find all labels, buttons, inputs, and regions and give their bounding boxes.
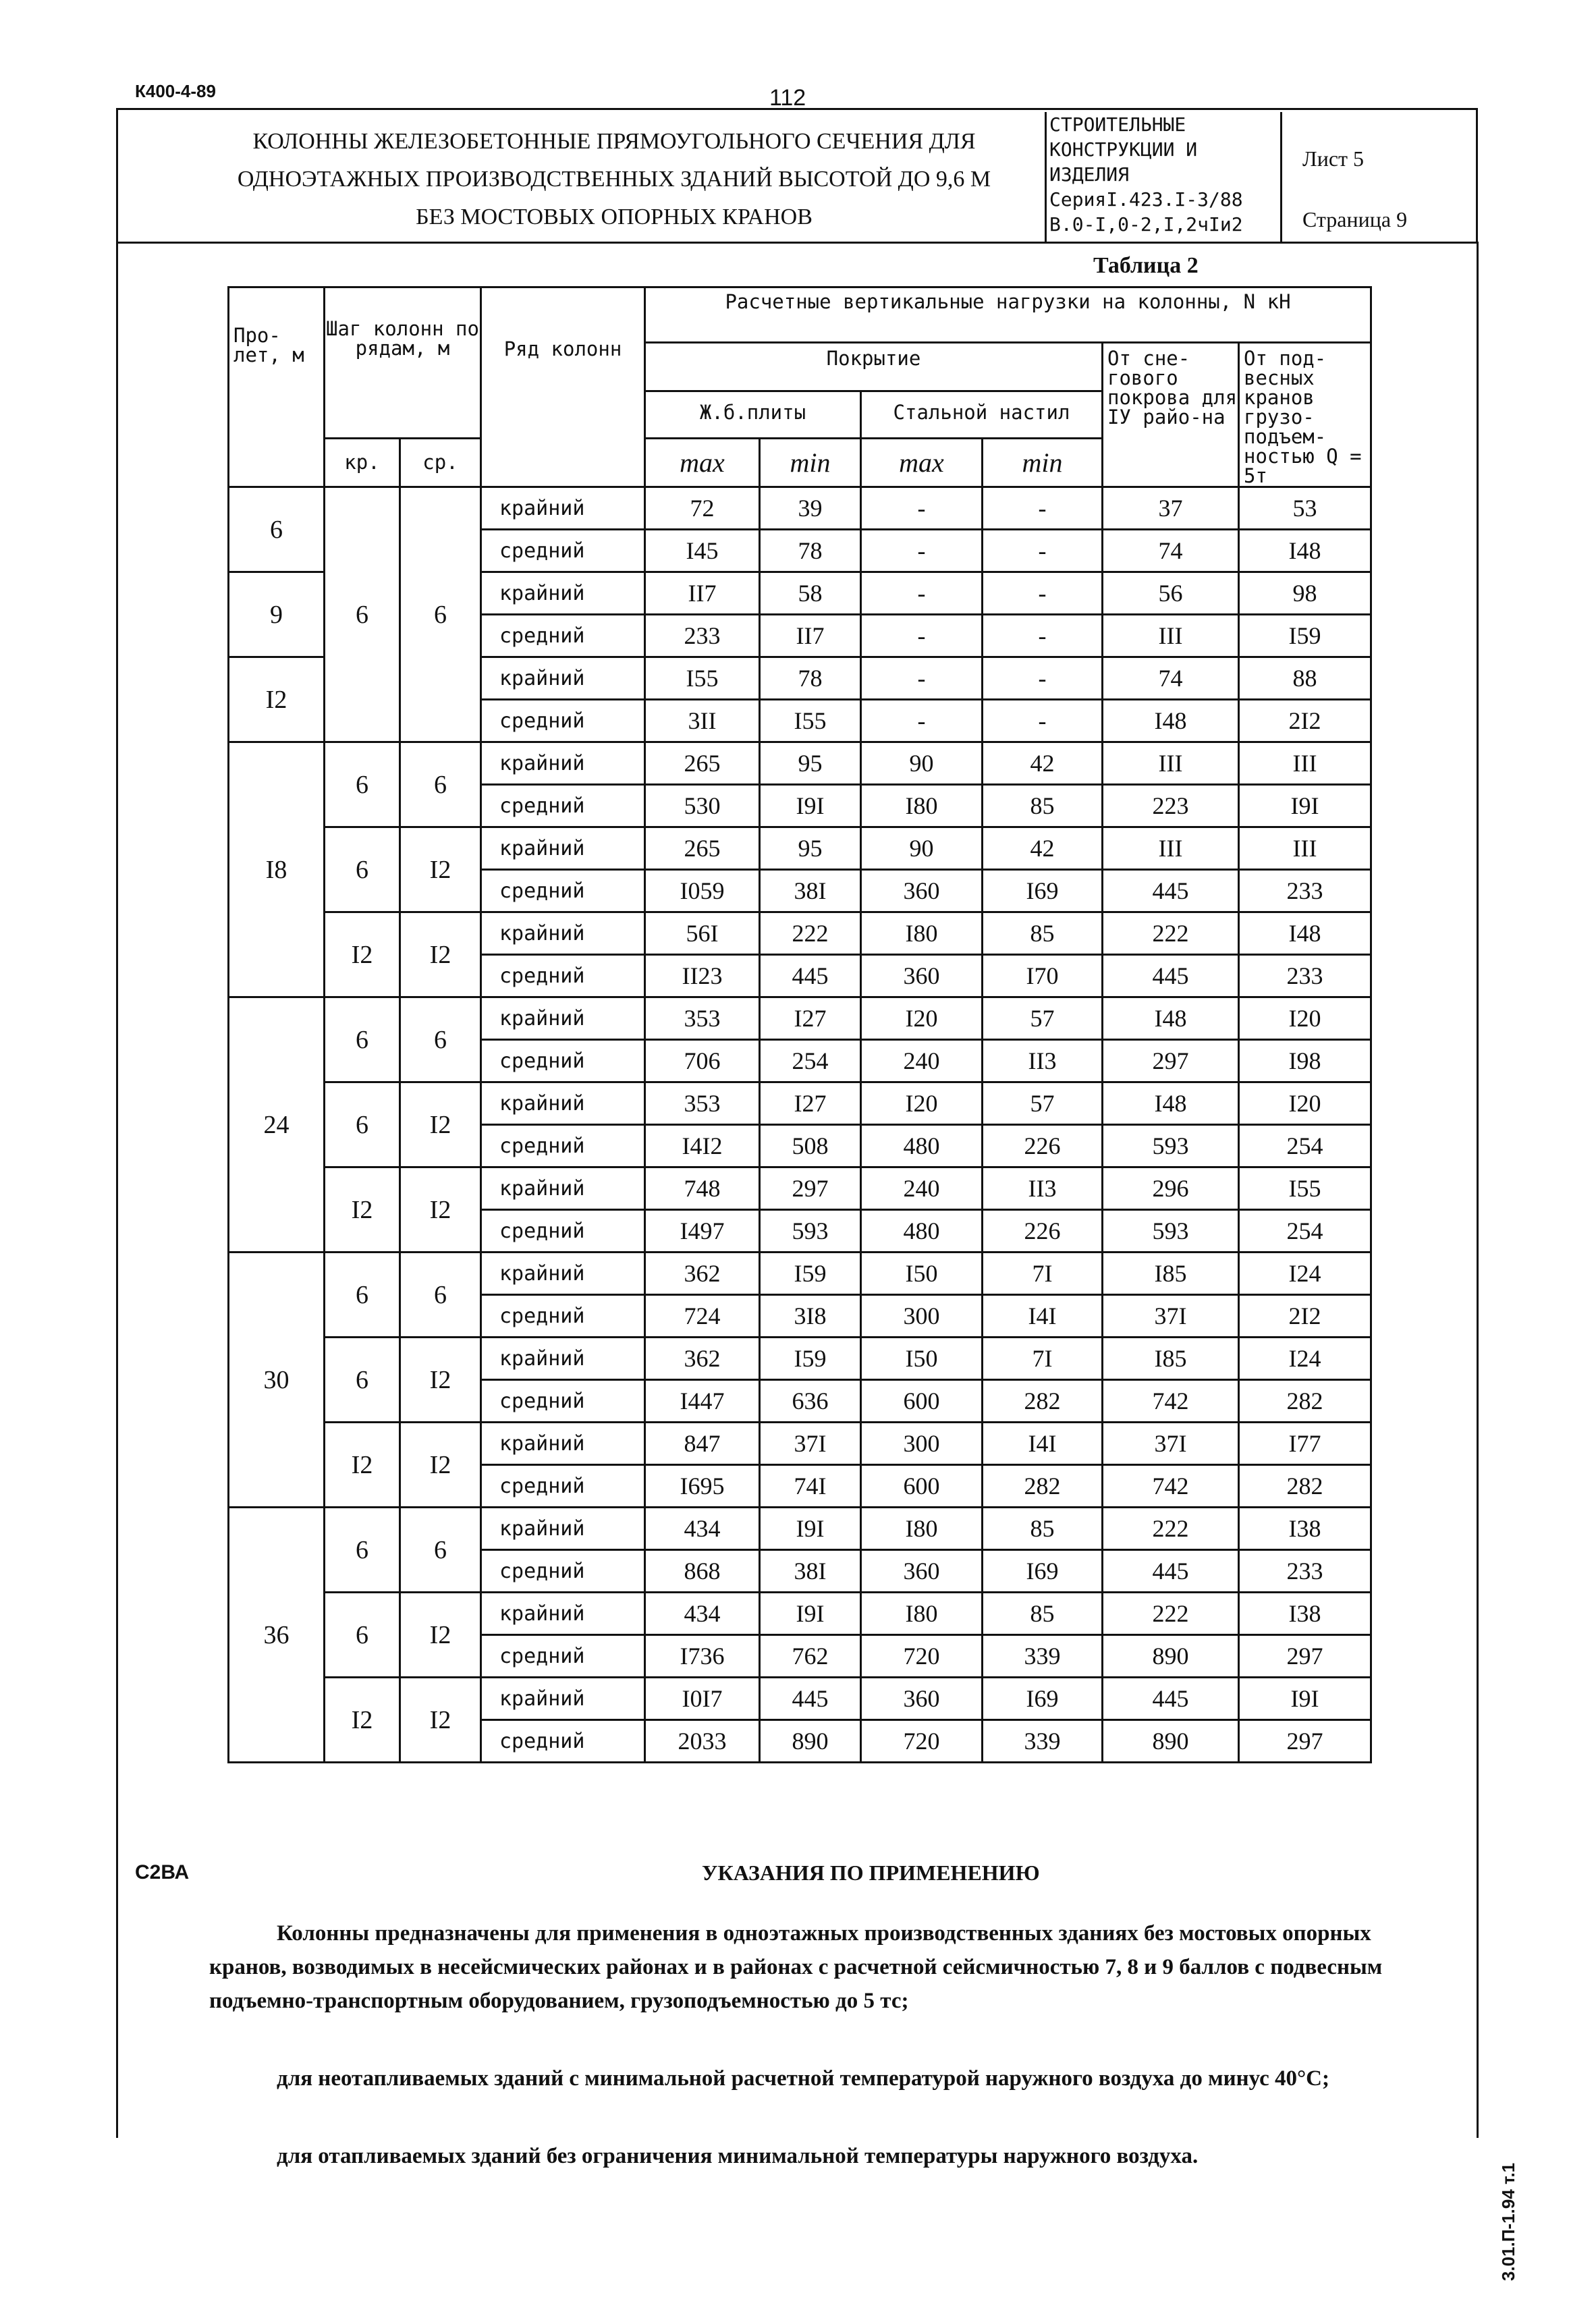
step-edge-cell: 6: [325, 1082, 400, 1167]
page-number: 112: [769, 85, 806, 111]
column-row-label: крайний: [481, 1082, 645, 1125]
header-rc-min: min: [760, 438, 861, 487]
table-row: [229, 1253, 1371, 1295]
step-middle-cell: I2: [400, 912, 481, 997]
steel-max-cell: I20: [861, 997, 983, 1040]
snow-load-cell: I48: [1103, 1082, 1239, 1125]
header-steel-min: min: [983, 438, 1103, 487]
steel-max-cell: I20: [861, 1082, 983, 1125]
step-middle-cell: I2: [400, 1338, 481, 1423]
column-row-label: средний: [481, 700, 645, 742]
note-paragraph-2: для неотапливаемых зданий с минимальной расчетной температурой наружного воздуха до минус 40°С;: [277, 2066, 1330, 2091]
header-step-edge: кр.: [325, 438, 400, 487]
steel-max-cell: 480: [861, 1125, 983, 1167]
rc-min-cell: 508: [760, 1125, 861, 1167]
step-middle-cell: I2: [400, 1423, 481, 1508]
table-row: [229, 487, 1371, 530]
snow-load-cell: 222: [1103, 912, 1239, 955]
crane-load-cell: I98: [1239, 1040, 1371, 1082]
header-step: Шаг колонн по рядам, м: [325, 287, 481, 439]
steel-max-cell: 600: [861, 1380, 983, 1423]
steel-max-cell: 360: [861, 1678, 983, 1720]
step-middle-cell: I2: [400, 1678, 481, 1763]
rc-min-cell: II7: [760, 615, 861, 657]
rc-max-cell: I497: [645, 1210, 760, 1253]
snow-load-cell: 37I: [1103, 1295, 1239, 1338]
series-line-3: ИЗДЕЛИЯ: [1049, 163, 1130, 186]
column-row-label: крайний: [481, 742, 645, 785]
page-border-left: [116, 242, 118, 2138]
column-row-label: средний: [481, 1040, 645, 1082]
column-row-label: крайний: [481, 1167, 645, 1210]
rc-min-cell: I27: [760, 997, 861, 1040]
crane-load-cell: 282: [1239, 1465, 1371, 1508]
rc-min-cell: I59: [760, 1253, 861, 1295]
rc-max-cell: 724: [645, 1295, 760, 1338]
snow-load-cell: 74: [1103, 530, 1239, 572]
steel-max-cell: -: [861, 572, 983, 615]
notes-title: УКАЗАНИЯ ПО ПРИМЕНЕНИЮ: [702, 1861, 1040, 1885]
column-row-label: средний: [481, 1720, 645, 1763]
steel-max-cell: I80: [861, 1508, 983, 1550]
snow-load-cell: 56: [1103, 572, 1239, 615]
step-edge-cell: 6: [325, 1253, 400, 1338]
rc-min-cell: I59: [760, 1338, 861, 1380]
rc-min-cell: 254: [760, 1040, 861, 1082]
header-steel-max: max: [861, 438, 983, 487]
rc-max-cell: I0I7: [645, 1678, 760, 1720]
steel-min-cell: I4I: [983, 1295, 1103, 1338]
step-middle-cell: 6: [400, 742, 481, 827]
rc-min-cell: 762: [760, 1635, 861, 1678]
rc-max-cell: II7: [645, 572, 760, 615]
rc-min-cell: 95: [760, 827, 861, 870]
crane-load-cell: 254: [1239, 1210, 1371, 1253]
snow-load-cell: III: [1103, 742, 1239, 785]
step-edge-cell: 6: [325, 827, 400, 912]
steel-min-cell: 7I: [983, 1338, 1103, 1380]
rc-max-cell: I45: [645, 530, 760, 572]
snow-load-cell: 445: [1103, 955, 1239, 997]
rc-min-cell: 78: [760, 657, 861, 700]
header-crane: От под-весных кранов грузо-подъем-ностью Q = 5т: [1239, 343, 1371, 487]
steel-max-cell: I50: [861, 1338, 983, 1380]
crane-load-cell: 53: [1239, 487, 1371, 530]
steel-max-cell: 240: [861, 1040, 983, 1082]
table-header: [229, 287, 1371, 487]
step-edge-cell: 6: [325, 487, 400, 742]
rc-min-cell: 636: [760, 1380, 861, 1423]
table-row: [229, 1423, 1371, 1465]
snow-load-cell: 445: [1103, 870, 1239, 912]
steel-min-cell: 226: [983, 1210, 1103, 1253]
header-snow: От сне-гового покрова для IУ райо-на: [1103, 343, 1239, 487]
snow-load-cell: III: [1103, 827, 1239, 870]
rc-min-cell: 445: [760, 1678, 861, 1720]
snow-load-cell: 890: [1103, 1635, 1239, 1678]
rc-max-cell: I4I2: [645, 1125, 760, 1167]
rc-max-cell: 706: [645, 1040, 760, 1082]
header-step-middle: ср.: [400, 438, 481, 487]
rc-max-cell: 233: [645, 615, 760, 657]
rc-max-cell: I695: [645, 1465, 760, 1508]
rc-min-cell: 890: [760, 1720, 861, 1763]
span-cell: 24: [229, 997, 325, 1253]
steel-max-cell: I80: [861, 912, 983, 955]
steel-min-cell: 7I: [983, 1253, 1103, 1295]
snow-load-cell: 890: [1103, 1720, 1239, 1763]
steel-max-cell: 600: [861, 1465, 983, 1508]
crane-load-cell: I59: [1239, 615, 1371, 657]
column-row-label: средний: [481, 1295, 645, 1338]
step-edge-cell: 6: [325, 1338, 400, 1423]
crane-load-cell: I24: [1239, 1338, 1371, 1380]
snow-load-cell: I85: [1103, 1338, 1239, 1380]
steel-max-cell: -: [861, 657, 983, 700]
column-row-label: средний: [481, 955, 645, 997]
snow-load-cell: 222: [1103, 1593, 1239, 1635]
step-edge-cell: 6: [325, 1508, 400, 1593]
step-middle-cell: 6: [400, 1253, 481, 1338]
series-line-4: СерияI.423.I-3/88: [1049, 188, 1243, 211]
rc-max-cell: 434: [645, 1508, 760, 1550]
rc-max-cell: 56I: [645, 912, 760, 955]
header-row: Ряд колонн: [481, 287, 645, 487]
table-row: [229, 1508, 1371, 1550]
steel-max-cell: 90: [861, 827, 983, 870]
column-row-label: крайний: [481, 912, 645, 955]
column-row-label: крайний: [481, 1508, 645, 1550]
column-row-label: крайний: [481, 827, 645, 870]
span-cell: 36: [229, 1508, 325, 1763]
column-row-label: средний: [481, 870, 645, 912]
column-row-label: средний: [481, 785, 645, 827]
table-body: [229, 487, 1371, 1763]
steel-min-cell: 42: [983, 742, 1103, 785]
snow-load-cell: I48: [1103, 997, 1239, 1040]
rc-min-cell: 3I8: [760, 1295, 861, 1338]
rc-min-cell: 78: [760, 530, 861, 572]
rc-min-cell: 222: [760, 912, 861, 955]
steel-max-cell: 720: [861, 1720, 983, 1763]
rc-max-cell: I447: [645, 1380, 760, 1423]
steel-min-cell: -: [983, 572, 1103, 615]
column-row-label: крайний: [481, 1423, 645, 1465]
snow-load-cell: 296: [1103, 1167, 1239, 1210]
step-edge-cell: I2: [325, 1678, 400, 1763]
crane-load-cell: I20: [1239, 1082, 1371, 1125]
column-row-label: крайний: [481, 997, 645, 1040]
document-title: [209, 123, 1019, 236]
snow-load-cell: III: [1103, 615, 1239, 657]
crane-load-cell: 297: [1239, 1635, 1371, 1678]
table-row: [229, 1167, 1371, 1210]
table-row: [229, 1082, 1371, 1125]
snow-load-cell: 74: [1103, 657, 1239, 700]
steel-min-cell: -: [983, 530, 1103, 572]
page-label: Страница 9: [1302, 207, 1408, 231]
rc-max-cell: 362: [645, 1338, 760, 1380]
rc-max-cell: II23: [645, 955, 760, 997]
rc-min-cell: I55: [760, 700, 861, 742]
rc-max-cell: I55: [645, 657, 760, 700]
snow-load-cell: 37: [1103, 487, 1239, 530]
rc-min-cell: 38I: [760, 1550, 861, 1593]
steel-min-cell: -: [983, 487, 1103, 530]
header-span: Про-лет, м: [229, 287, 325, 487]
column-row-label: средний: [481, 1380, 645, 1423]
series-line-2: КОНСТРУКЦИИ И: [1049, 138, 1198, 161]
steel-max-cell: 480: [861, 1210, 983, 1253]
steel-max-cell: -: [861, 530, 983, 572]
rc-min-cell: 593: [760, 1210, 861, 1253]
title-line-2: ОДНОЭТАЖНЫХ ПРОИЗВОДСТВЕННЫХ ЗДАНИЙ ВЫСОТОЙ ДО 9,6 М: [237, 167, 991, 192]
table-caption: Таблица 2: [1093, 253, 1199, 278]
steel-max-cell: 90: [861, 742, 983, 785]
note-paragraph-1: Колонны предназначены для применения в одноэтажных производственных зданиях без мостовых опорных кранов, возводимых в несейсмических районах и в районах с расчетной сейсмичностью 7, 8 и 9 баллов с подвесным подъемно-транспортным оборудованием, грузоподъемностью до 5 тс;: [209, 1921, 1383, 2013]
snow-load-cell: 593: [1103, 1210, 1239, 1253]
side-code: 3.01.П-1.94 т.1: [1498, 2162, 1518, 2281]
steel-min-cell: 57: [983, 997, 1103, 1040]
rc-min-cell: I9I: [760, 1593, 861, 1635]
crane-load-cell: 88: [1239, 657, 1371, 700]
steel-min-cell: I4I: [983, 1423, 1103, 1465]
column-row-label: крайний: [481, 572, 645, 615]
column-row-label: средний: [481, 1125, 645, 1167]
rc-max-cell: 265: [645, 827, 760, 870]
rc-max-cell: 265: [645, 742, 760, 785]
step-middle-cell: I2: [400, 827, 481, 912]
step-middle-cell: I2: [400, 1593, 481, 1678]
span-cell: 30: [229, 1253, 325, 1508]
rc-min-cell: I9I: [760, 785, 861, 827]
snow-load-cell: 445: [1103, 1678, 1239, 1720]
header-divider: [116, 242, 1478, 244]
rc-max-cell: 868: [645, 1550, 760, 1593]
rc-min-cell: 38I: [760, 870, 861, 912]
crane-load-cell: I48: [1239, 912, 1371, 955]
series-line-1: СТРОИТЕЛЬНЫЕ: [1049, 113, 1186, 136]
column-row-label: крайний: [481, 1678, 645, 1720]
rc-min-cell: 58: [760, 572, 861, 615]
rc-max-cell: 72: [645, 487, 760, 530]
crane-load-cell: 233: [1239, 870, 1371, 912]
step-middle-cell: 6: [400, 1508, 481, 1593]
steel-min-cell: 282: [983, 1465, 1103, 1508]
crane-load-cell: I38: [1239, 1593, 1371, 1635]
step-edge-cell: I2: [325, 1423, 400, 1508]
column-row-label: средний: [481, 1210, 645, 1253]
header-loads: Расчетные вертикальные нагрузки на колонны, N кН: [645, 287, 1371, 343]
steel-max-cell: -: [861, 700, 983, 742]
crane-load-cell: 297: [1239, 1720, 1371, 1763]
span-cell: 6: [229, 487, 325, 572]
column-row-label: средний: [481, 615, 645, 657]
snow-load-cell: I48: [1103, 700, 1239, 742]
series-block: [1045, 112, 1282, 243]
crane-load-cell: I38: [1239, 1508, 1371, 1550]
sheet-info: [1302, 128, 1407, 250]
page-border-right: [1477, 242, 1479, 2138]
steel-min-cell: 339: [983, 1635, 1103, 1678]
rc-min-cell: 39: [760, 487, 861, 530]
header-rc-max: max: [645, 438, 760, 487]
snow-load-cell: I85: [1103, 1253, 1239, 1295]
steel-min-cell: 226: [983, 1125, 1103, 1167]
sheet-label: Лист 5: [1302, 146, 1365, 171]
span-cell: I2: [229, 657, 325, 742]
header-steel-deck: Стальной настил: [861, 391, 1103, 439]
steel-max-cell: 300: [861, 1295, 983, 1338]
steel-min-cell: I70: [983, 955, 1103, 997]
snow-load-cell: 222: [1103, 1508, 1239, 1550]
rc-min-cell: I27: [760, 1082, 861, 1125]
rc-max-cell: 530: [645, 785, 760, 827]
header-rc-slabs: Ж.б.плиты: [645, 391, 861, 439]
steel-min-cell: 85: [983, 1593, 1103, 1635]
rc-max-cell: 847: [645, 1423, 760, 1465]
rc-min-cell: 297: [760, 1167, 861, 1210]
crane-load-cell: 2I2: [1239, 700, 1371, 742]
steel-max-cell: -: [861, 487, 983, 530]
snow-load-cell: 297: [1103, 1040, 1239, 1082]
steel-min-cell: 85: [983, 785, 1103, 827]
steel-max-cell: 360: [861, 955, 983, 997]
title-line-1: КОЛОННЫ ЖЕЛЕЗОБЕТОННЫЕ ПРЯМОУГОЛЬНОГО СЕЧЕНИЯ ДЛЯ: [252, 129, 976, 154]
crane-load-cell: I48: [1239, 530, 1371, 572]
step-middle-cell: 6: [400, 997, 481, 1082]
steel-min-cell: 85: [983, 912, 1103, 955]
steel-min-cell: I69: [983, 870, 1103, 912]
rc-max-cell: 434: [645, 1593, 760, 1635]
column-row-label: средний: [481, 1635, 645, 1678]
crane-load-cell: III: [1239, 742, 1371, 785]
code-mark: С2ВА: [135, 1861, 190, 1883]
table-row: [229, 1338, 1371, 1380]
rc-min-cell: 37I: [760, 1423, 861, 1465]
step-edge-cell: I2: [325, 912, 400, 997]
column-row-label: крайний: [481, 1593, 645, 1635]
rc-max-cell: 353: [645, 997, 760, 1040]
span-cell: 9: [229, 572, 325, 657]
snow-load-cell: 223: [1103, 785, 1239, 827]
steel-max-cell: -: [861, 615, 983, 657]
steel-min-cell: -: [983, 657, 1103, 700]
table-row: [229, 742, 1371, 785]
step-edge-cell: I2: [325, 1167, 400, 1253]
steel-min-cell: II3: [983, 1040, 1103, 1082]
rc-max-cell: 362: [645, 1253, 760, 1295]
steel-max-cell: I80: [861, 1593, 983, 1635]
table-row: [229, 1593, 1371, 1635]
snow-load-cell: 593: [1103, 1125, 1239, 1167]
crane-load-cell: III: [1239, 827, 1371, 870]
steel-min-cell: II3: [983, 1167, 1103, 1210]
crane-load-cell: I77: [1239, 1423, 1371, 1465]
table-row: [229, 1678, 1371, 1720]
rc-max-cell: 748: [645, 1167, 760, 1210]
steel-min-cell: -: [983, 700, 1103, 742]
column-row-label: средний: [481, 1465, 645, 1508]
step-middle-cell: I2: [400, 1167, 481, 1253]
steel-max-cell: 300: [861, 1423, 983, 1465]
step-edge-cell: 6: [325, 742, 400, 827]
snow-load-cell: 445: [1103, 1550, 1239, 1593]
steel-max-cell: 240: [861, 1167, 983, 1210]
column-row-label: крайний: [481, 657, 645, 700]
rc-max-cell: 3II: [645, 700, 760, 742]
crane-load-cell: I9I: [1239, 1678, 1371, 1720]
crane-load-cell: I24: [1239, 1253, 1371, 1295]
rc-min-cell: 74I: [760, 1465, 861, 1508]
step-edge-cell: 6: [325, 997, 400, 1082]
step-middle-cell: I2: [400, 1082, 481, 1167]
rc-max-cell: 353: [645, 1082, 760, 1125]
steel-min-cell: I69: [983, 1678, 1103, 1720]
span-cell: I8: [229, 742, 325, 997]
steel-min-cell: 339: [983, 1720, 1103, 1763]
snow-load-cell: 742: [1103, 1465, 1239, 1508]
snow-load-cell: 742: [1103, 1380, 1239, 1423]
rc-min-cell: 445: [760, 955, 861, 997]
crane-load-cell: 98: [1239, 572, 1371, 615]
document-code: К400-4-89: [135, 81, 216, 101]
column-row-label: крайний: [481, 487, 645, 530]
series-line-5: В.0-I,0-2,I,2чIи2: [1049, 213, 1243, 236]
column-row-label: крайний: [481, 1253, 645, 1295]
steel-min-cell: 282: [983, 1380, 1103, 1423]
rc-min-cell: I9I: [760, 1508, 861, 1550]
crane-load-cell: 233: [1239, 1550, 1371, 1593]
table-row: [229, 997, 1371, 1040]
crane-load-cell: 2I2: [1239, 1295, 1371, 1338]
steel-max-cell: I50: [861, 1253, 983, 1295]
steel-min-cell: 85: [983, 1508, 1103, 1550]
steel-min-cell: 57: [983, 1082, 1103, 1125]
table-row: [229, 912, 1371, 955]
table-row: [229, 827, 1371, 870]
crane-load-cell: I9I: [1239, 785, 1371, 827]
step-edge-cell: 6: [325, 1593, 400, 1678]
rc-max-cell: I736: [645, 1635, 760, 1678]
column-row-label: средний: [481, 530, 645, 572]
rc-max-cell: 2033: [645, 1720, 760, 1763]
steel-max-cell: I80: [861, 785, 983, 827]
crane-load-cell: 254: [1239, 1125, 1371, 1167]
column-row-label: средний: [481, 1550, 645, 1593]
step-middle-cell: 6: [400, 487, 481, 742]
crane-load-cell: 282: [1239, 1380, 1371, 1423]
crane-load-cell: 233: [1239, 955, 1371, 997]
title-line-3: БЕЗ МОСТОВЫХ ОПОРНЫХ КРАНОВ: [416, 204, 813, 229]
steel-max-cell: 360: [861, 1550, 983, 1593]
rc-max-cell: I059: [645, 870, 760, 912]
loads-table: [227, 286, 1372, 1763]
steel-min-cell: 42: [983, 827, 1103, 870]
steel-max-cell: 720: [861, 1635, 983, 1678]
header-roof: Покрытие: [645, 343, 1103, 391]
crane-load-cell: I20: [1239, 997, 1371, 1040]
steel-min-cell: -: [983, 615, 1103, 657]
steel-min-cell: I69: [983, 1550, 1103, 1593]
note-paragraph-3: для отапливаемых зданий без ограничения минимальной температуры наружного воздуха.: [277, 2144, 1199, 2168]
crane-load-cell: I55: [1239, 1167, 1371, 1210]
snow-load-cell: 37I: [1103, 1423, 1239, 1465]
steel-max-cell: 360: [861, 870, 983, 912]
column-row-label: крайний: [481, 1338, 645, 1380]
rc-min-cell: 95: [760, 742, 861, 785]
